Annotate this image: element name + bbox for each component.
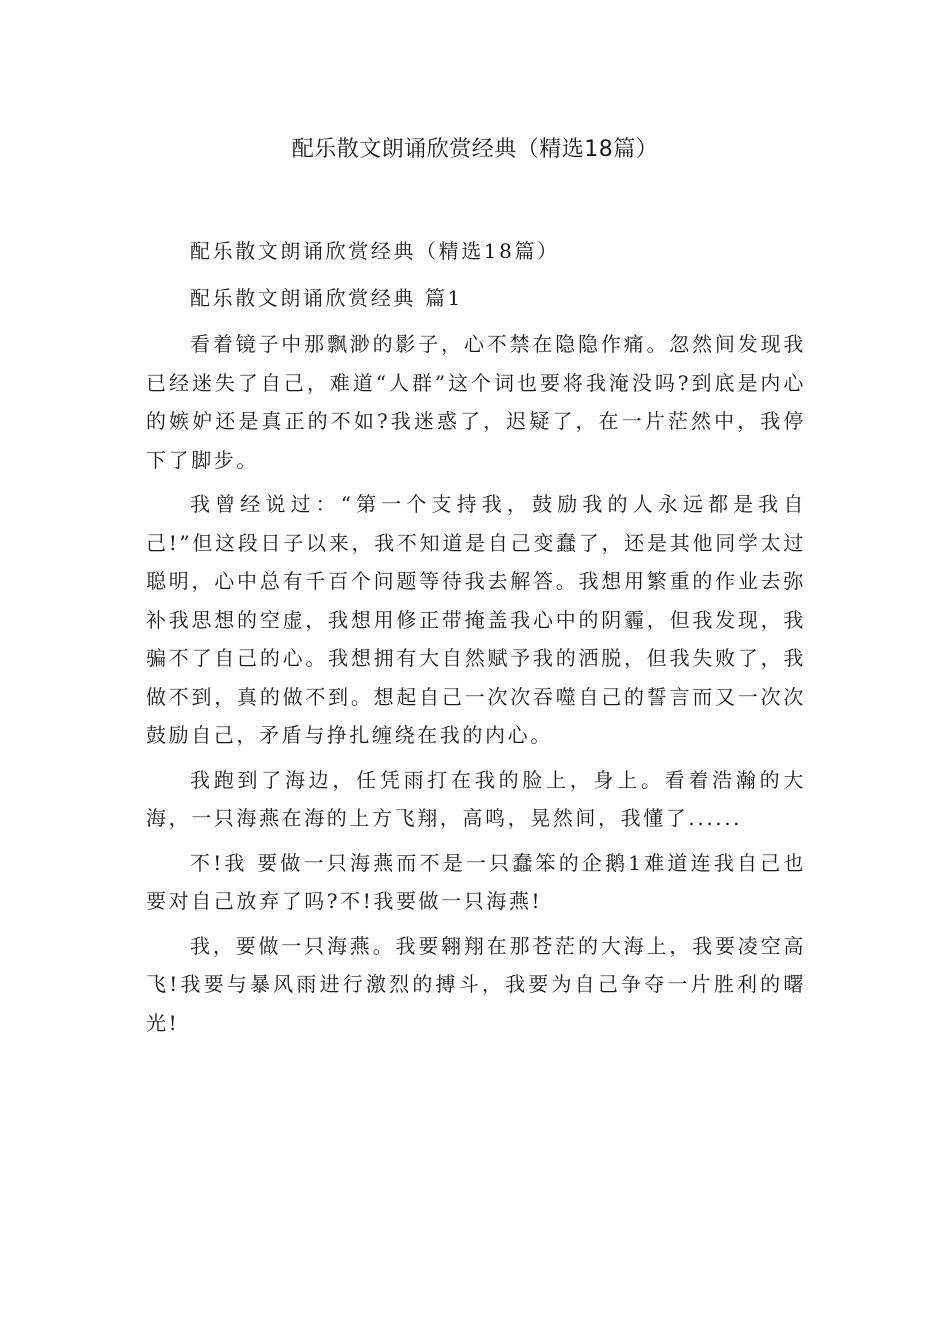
intro-heading: 配乐散文朗诵欣赏经典（精选18篇） (190, 239, 560, 263)
paragraph: 我，要做一只海燕。我要翱翔在那苍茫的大海上，我要凌空高飞!我要与暴风雨进行激烈的搏斗，我要为自己争夺一片胜利的曙光! (146, 933, 806, 1035)
document-body (146, 232, 806, 1048)
paragraph: 我跑到了海边，任凭雨打在我的脸上，身上。看着浩瀚的大海，一只海燕在海的上方飞翔，高鸣，晃然间，我懂了...... (146, 767, 806, 830)
document-title: 配乐散文朗诵欣赏经典（精选18篇） (291, 137, 659, 162)
paragraph: 看着镜子中那飘渺的影子，心不禁在隐隐作痛。忽然间发现我已经迷失了自己，难道“人群”这个词也要将我淹没吗?到底是内心的嫉妒还是真正的不如?我迷惑了，迟疑了，在一片茫然中，我停下了脚步。 (146, 332, 806, 472)
paragraph: 不!我 要做一只海燕而不是一只蠢笨的企鹅1难道连我自己也要对自己放弃了吗?不!我要做一只海燕! (146, 850, 806, 913)
section-heading: 配乐散文朗诵欣赏经典 篇1 (190, 285, 463, 310)
paragraph: 我曾经说过：“第一个支持我，鼓励我的人永远都是我自己!”但这段日子以来，我不知道是自己变蠢了，还是其他同学太过聪明，心中总有千百个问题等待我去解答。我想用繁重的作业去弥补我思想的空虚，我想用修正带掩盖我心中的阴霾，但我发现，我骗不了自己的心。我想拥有大自然赋予我的洒脱，但我失败了，我做不到，真的做不到。想起自己一次次吞噬自己的誓言而又一次次鼓励自己，矛盾与挣扎缠绕在我的内心。 (146, 492, 806, 747)
